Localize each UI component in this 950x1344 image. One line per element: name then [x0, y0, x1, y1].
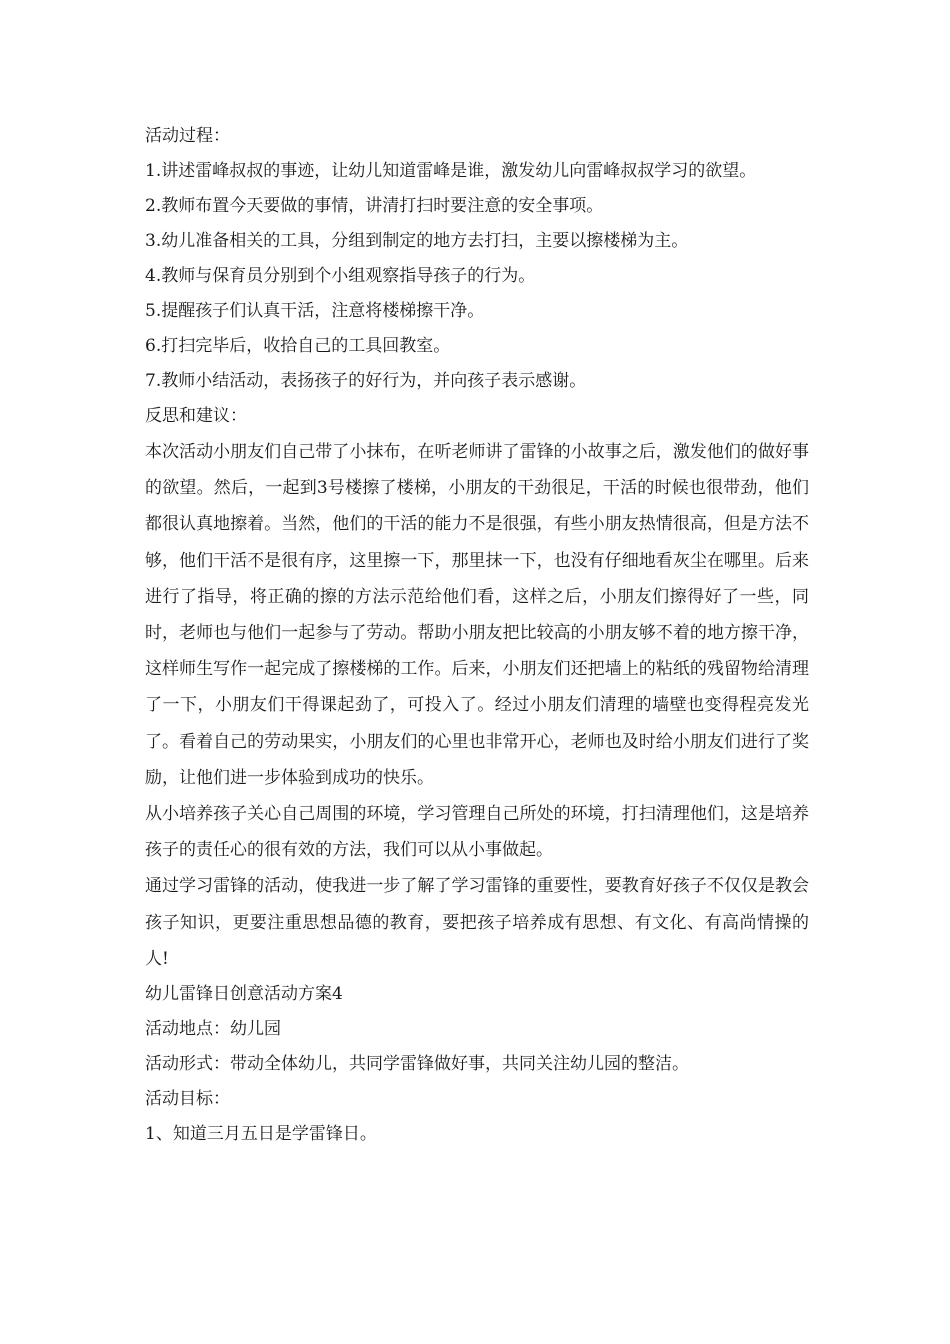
paragraph-3: 通过学习雷锋的活动，使我进一步了解了学习雷锋的重要性，要教育好孩子不仅仅是教会孩子知识，更要注重思想品德的教育，要把孩子培养成有思想、有文化、有高尚情操的人!: [145, 876, 809, 969]
process-heading: 活动过程：: [145, 126, 230, 146]
activity-form: 活动形式：带动全体幼儿，共同学雷锋做好事，共同关注幼儿园的整洁。: [145, 1054, 689, 1075]
step-6: 6.打扫完毕后，收拾自己的工具回教室。: [145, 336, 451, 356]
step-2: 2.教师布置今天要做的事情，讲清打扫时要注意的安全事项。: [145, 196, 604, 216]
reflection-paragraph: 本次活动小朋友们自己带了小抹布，在听老师讲了雷锋的小故事之后，激发他们的做好事的欲望。然后，一起到3号楼擦了楼梯，小朋友的干劲很足，干活的时候也很带劲，他们都很认真地擦着。当然，他们的干活的能力不是很强，有些小朋友热情很高，但是方法不够，他们干活不是很有序，这里擦一下，那里抹一下，也没有仔细地看灰尘在哪里。后来进行了指导，将正确的擦的方法示范给他们看，这样之后，小朋友们擦得好了一些，同时，老师也与他们一起参与了劳动。帮助小朋友把比较高的小朋友够不着的地方擦干净，这样师生写作一起完成了擦楼梯的工作。后来，小朋友们还把墙上的粘纸的残留物给清理了一下，小朋友们干得课起劲了，可投入了。经过小朋友们清理的墙壁也变得程亮发光了。看着自己的劳动果实，小朋友们的心里也非常开心，老师也及时给小朋友们进行了奖励，让他们进一步体验到成功的快乐。: [145, 442, 809, 788]
plan4-title: 幼儿雷锋日创意活动方案4: [145, 984, 343, 1005]
step-1: 1.讲述雷峰叔叔的事迹，让幼儿知道雷峰是谁，激发幼儿向雷峰叔叔学习的欲望。: [145, 161, 757, 181]
goals-heading: 活动目标：: [145, 1089, 230, 1110]
step-5: 5.提醒孩子们认真干活，注意将楼梯擦干净。: [145, 301, 485, 321]
reflection-heading: 反思和建议：: [145, 406, 247, 426]
step-7: 7.教师小结活动，表扬孩子的好行为，并向孩子表示感谢。: [145, 371, 587, 391]
document-body: [145, 119, 809, 1152]
step-4: 4.教师与保育员分别到个小组观察指导孩子的行为。: [145, 266, 536, 286]
activity-location: 活动地点：幼儿园: [145, 1019, 281, 1040]
step-3: 3.幼儿准备相关的工具，分组到制定的地方去打扫，主要以擦楼梯为主。: [145, 231, 689, 251]
paragraph-2: 从小培养孩子关心自己周围的环境，学习管理自己所处的环境，打扫清理他们，这是培养孩子的责任心的很有效的方法，我们可以从小事做起。: [145, 804, 809, 861]
goal-1: 1、知道三月五日是学雷锋日。: [145, 1124, 377, 1145]
